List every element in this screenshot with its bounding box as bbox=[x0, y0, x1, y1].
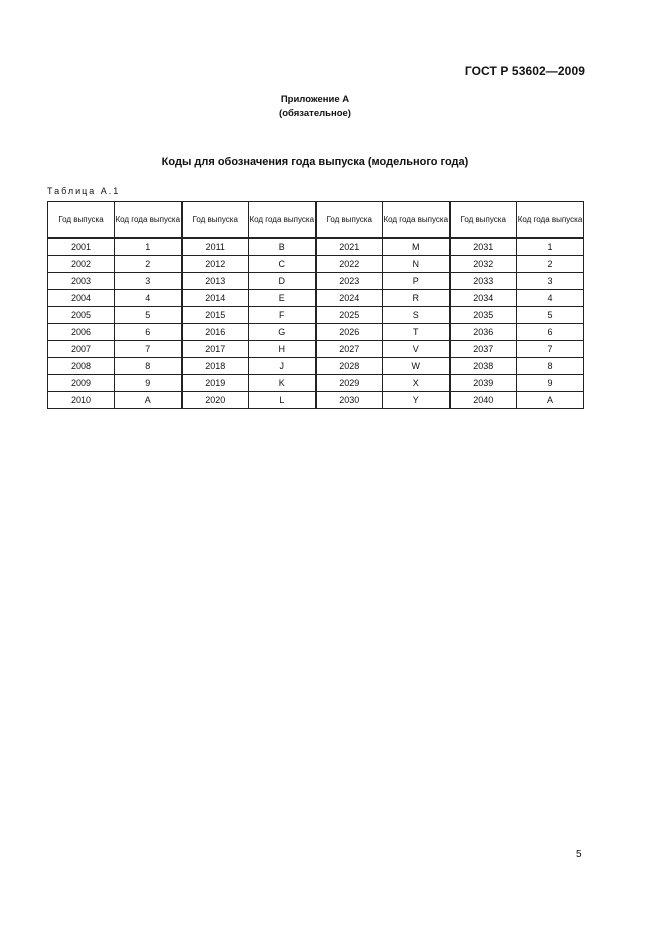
year-cell: 2011 bbox=[182, 238, 249, 256]
year-cell: 2007 bbox=[48, 341, 115, 358]
code-cell: 8 bbox=[115, 358, 182, 375]
appendix-status: (обязательное) bbox=[279, 108, 351, 119]
table-row bbox=[48, 324, 584, 341]
code-cell: 1 bbox=[115, 238, 182, 256]
code-cell: 1 bbox=[517, 238, 584, 256]
year-cell: 2022 bbox=[316, 256, 383, 273]
table-row bbox=[48, 273, 584, 290]
code-cell: 6 bbox=[115, 324, 182, 341]
code-cell: 5 bbox=[517, 307, 584, 324]
code-cell: J bbox=[249, 358, 316, 375]
code-cell: M bbox=[383, 238, 450, 256]
code-cell: 6 bbox=[517, 324, 584, 341]
code-cell: G bbox=[249, 324, 316, 341]
year-cell: 2016 bbox=[182, 324, 249, 341]
code-cell: 7 bbox=[115, 341, 182, 358]
code-cell: H bbox=[249, 341, 316, 358]
code-cell: E bbox=[249, 290, 316, 307]
year-cell: 2031 bbox=[450, 238, 517, 256]
year-cell: 2003 bbox=[48, 273, 115, 290]
year-cell: 2009 bbox=[48, 375, 115, 392]
code-cell: B bbox=[249, 238, 316, 256]
year-cell: 2037 bbox=[450, 341, 517, 358]
year-cell: 2013 bbox=[182, 273, 249, 290]
code-cell: P bbox=[383, 273, 450, 290]
code-cell: 4 bbox=[115, 290, 182, 307]
year-cell: 2010 bbox=[48, 392, 115, 409]
code-cell: C bbox=[249, 256, 316, 273]
table-row bbox=[48, 341, 584, 358]
code-cell: 3 bbox=[517, 273, 584, 290]
code-cell: 5 bbox=[115, 307, 182, 324]
year-cell: 2004 bbox=[48, 290, 115, 307]
code-cell: 7 bbox=[517, 341, 584, 358]
code-cell: A bbox=[115, 392, 182, 409]
year-cell: 2001 bbox=[48, 238, 115, 256]
year-cell: 2017 bbox=[182, 341, 249, 358]
code-cell: R bbox=[383, 290, 450, 307]
year-cell: 2005 bbox=[48, 307, 115, 324]
year-cell: 2033 bbox=[450, 273, 517, 290]
table-row bbox=[48, 392, 584, 409]
year-cell: 2030 bbox=[316, 392, 383, 409]
table-row bbox=[48, 290, 584, 307]
year-cell: 2002 bbox=[48, 256, 115, 273]
year-cell: 2038 bbox=[450, 358, 517, 375]
year-cell: 2019 bbox=[182, 375, 249, 392]
year-cell: 2021 bbox=[316, 238, 383, 256]
code-cell: W bbox=[383, 358, 450, 375]
table-row bbox=[48, 256, 584, 273]
table-header-row bbox=[48, 202, 584, 239]
code-cell: 9 bbox=[517, 375, 584, 392]
header-code: Код года выпуска bbox=[517, 202, 584, 239]
year-cell: 2026 bbox=[316, 324, 383, 341]
year-cell: 2014 bbox=[182, 290, 249, 307]
year-cell: 2036 bbox=[450, 324, 517, 341]
appendix-title: Приложение А bbox=[280, 94, 350, 105]
table-body bbox=[48, 238, 584, 409]
table-row bbox=[48, 358, 584, 375]
code-cell: N bbox=[383, 256, 450, 273]
header-code: Код года выпуска bbox=[383, 202, 450, 239]
year-cell: 2040 bbox=[450, 392, 517, 409]
standard-code: ГОСТ Р 53602—2009 bbox=[464, 64, 585, 78]
header-code: Код года выпуска bbox=[249, 202, 316, 239]
code-cell: 8 bbox=[517, 358, 584, 375]
code-cell: 2 bbox=[517, 256, 584, 273]
table-row bbox=[48, 238, 584, 256]
table-caption: Таблица А.1 bbox=[47, 186, 121, 196]
year-cell: 2024 bbox=[316, 290, 383, 307]
code-cell: F bbox=[249, 307, 316, 324]
year-cell: 2025 bbox=[316, 307, 383, 324]
code-cell: T bbox=[383, 324, 450, 341]
year-cell: 2039 bbox=[450, 375, 517, 392]
header-year: Год выпуска bbox=[182, 202, 249, 239]
year-cell: 2008 bbox=[48, 358, 115, 375]
header-year: Год выпуска bbox=[48, 202, 115, 239]
year-cell: 2029 bbox=[316, 375, 383, 392]
code-cell: A bbox=[517, 392, 584, 409]
year-cell: 2032 bbox=[450, 256, 517, 273]
year-cell: 2012 bbox=[182, 256, 249, 273]
code-cell: 4 bbox=[517, 290, 584, 307]
header-code: Код года выпуска bbox=[115, 202, 182, 239]
code-cell: Y bbox=[383, 392, 450, 409]
table-row bbox=[48, 307, 584, 324]
year-cell: 2034 bbox=[450, 290, 517, 307]
code-cell: 2 bbox=[115, 256, 182, 273]
year-cell: 2006 bbox=[48, 324, 115, 341]
page-number: 5 bbox=[576, 849, 582, 860]
year-cell: 2023 bbox=[316, 273, 383, 290]
code-cell: V bbox=[383, 341, 450, 358]
code-cell: K bbox=[249, 375, 316, 392]
year-codes-table bbox=[47, 201, 584, 409]
section-heading: Коды для обозначения года выпуска (модельного года) bbox=[161, 156, 469, 168]
year-cell: 2027 bbox=[316, 341, 383, 358]
code-cell: 9 bbox=[115, 375, 182, 392]
year-cell: 2035 bbox=[450, 307, 517, 324]
header-year: Год выпуска bbox=[316, 202, 383, 239]
year-cell: 2028 bbox=[316, 358, 383, 375]
header-year: Год выпуска bbox=[450, 202, 517, 239]
year-cell: 2015 bbox=[182, 307, 249, 324]
year-cell: 2018 bbox=[182, 358, 249, 375]
code-cell: 3 bbox=[115, 273, 182, 290]
code-cell: L bbox=[249, 392, 316, 409]
code-cell: S bbox=[383, 307, 450, 324]
year-cell: 2020 bbox=[182, 392, 249, 409]
code-cell: D bbox=[249, 273, 316, 290]
table-row bbox=[48, 375, 584, 392]
code-cell: X bbox=[383, 375, 450, 392]
